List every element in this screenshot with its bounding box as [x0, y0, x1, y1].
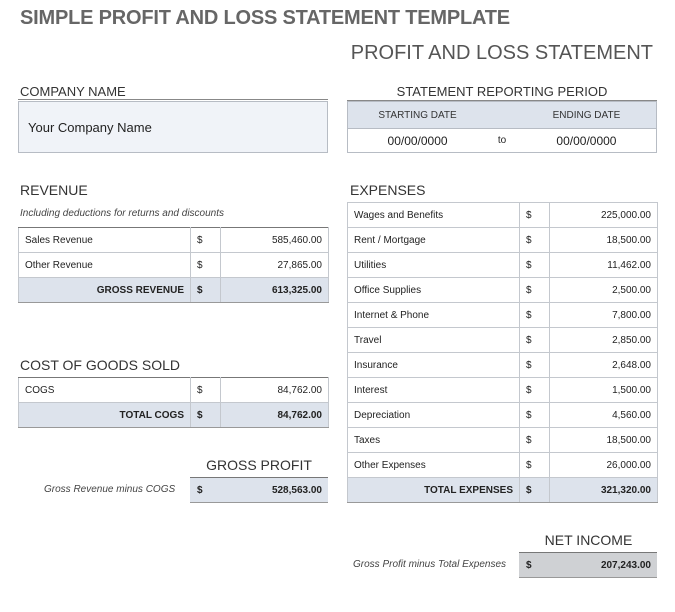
expense-row-amount[interactable]: 11,462.00 [550, 253, 658, 278]
expense-row-amount[interactable]: 7,800.00 [550, 303, 658, 328]
gross-profit-heading: GROSS PROFIT [206, 457, 312, 473]
ending-date-label: ENDING DATE [552, 109, 621, 121]
expense-row-amount[interactable]: 2,850.00 [550, 328, 658, 353]
net-income-note: Gross Profit minus Total Expenses [353, 559, 507, 570]
table-row [348, 428, 658, 453]
table-row [348, 303, 658, 328]
expense-row-label: Internet & Phone [348, 303, 520, 328]
currency-symbol: $ [520, 428, 550, 453]
gross-revenue-label: GROSS REVENUE [19, 278, 191, 303]
table-row [348, 253, 658, 278]
company-name-field[interactable] [18, 101, 328, 153]
net-income-box [519, 552, 657, 578]
table-row [19, 253, 329, 278]
expense-row-label: Utilities [348, 253, 520, 278]
expense-row-label: Taxes [348, 428, 520, 453]
expense-row-amount[interactable]: 18,500.00 [550, 228, 658, 253]
ending-date-field[interactable]: 00/00/0000 [556, 133, 617, 148]
reporting-period-label: STATEMENT REPORTING PERIOD [396, 84, 608, 99]
expense-row-amount[interactable]: 2,648.00 [550, 353, 658, 378]
table-row [19, 228, 329, 253]
expense-row-label: Wages and Benefits [348, 203, 520, 228]
total-cogs-amount: 84,762.00 [221, 403, 329, 428]
currency-symbol: $ [520, 228, 550, 253]
revenue-row-label: Other Revenue [19, 253, 191, 278]
company-name-label: COMPANY NAME [20, 84, 126, 99]
expense-row-label: Interest [348, 378, 520, 403]
expense-row-label: Office Supplies [348, 278, 520, 303]
currency-symbol: $ [520, 253, 550, 278]
period-values [347, 128, 657, 153]
revenue-table [18, 227, 329, 303]
net-income-amount: 207,243.00 [549, 553, 657, 578]
table-row [348, 453, 658, 478]
currency-symbol: $ [191, 403, 221, 428]
table-row [348, 203, 658, 228]
net-income-heading: NET INCOME [544, 532, 633, 548]
table-row [348, 378, 658, 403]
currency-symbol: $ [520, 478, 550, 503]
currency-symbol: $ [191, 278, 221, 303]
gross-profit-note: Gross Revenue minus COGS [44, 484, 176, 495]
statement-title: PROFIT AND LOSS STATEMENT [350, 42, 653, 64]
expense-row-label: Travel [348, 328, 520, 353]
expense-row-amount[interactable]: 225,000.00 [550, 203, 658, 228]
table-row [348, 328, 658, 353]
company-name-value: Your Company Name [28, 119, 152, 135]
currency-symbol: $ [191, 378, 221, 403]
gross-revenue-row [19, 278, 329, 303]
gross-revenue-amount: 613,325.00 [221, 278, 329, 303]
table-row [348, 278, 658, 303]
revenue-note: Including deductions for returns and discounts [20, 208, 225, 219]
currency-symbol: $ [520, 353, 550, 378]
starting-date-field[interactable]: 00/00/0000 [387, 133, 448, 148]
currency-symbol: $ [519, 553, 549, 578]
expense-row-label: Other Expenses [348, 453, 520, 478]
cogs-table [18, 377, 329, 428]
expense-row-amount[interactable]: 26,000.00 [550, 453, 658, 478]
currency-symbol: $ [520, 303, 550, 328]
total-expenses-row [348, 478, 658, 503]
document-title: SIMPLE PROFIT AND LOSS STATEMENT TEMPLATE [20, 7, 510, 29]
starting-date-label: STARTING DATE [378, 109, 457, 121]
expenses-table [347, 202, 658, 503]
company-divider [18, 99, 328, 100]
total-expenses-amount: 321,320.00 [550, 478, 658, 503]
cogs-row-label: COGS [19, 378, 191, 403]
to-label: to [497, 135, 507, 146]
cogs-row-amount[interactable]: 84,762.00 [221, 378, 329, 403]
currency-symbol: $ [190, 478, 220, 503]
total-expenses-label: TOTAL EXPENSES [348, 478, 520, 503]
currency-symbol: $ [520, 378, 550, 403]
currency-symbol: $ [520, 453, 550, 478]
table-row [348, 228, 658, 253]
currency-symbol: $ [520, 203, 550, 228]
expense-row-label: Rent / Mortgage [348, 228, 520, 253]
expense-row-label: Insurance [348, 353, 520, 378]
table-row [19, 378, 329, 403]
gross-profit-box [190, 477, 328, 503]
total-cogs-row [19, 403, 329, 428]
currency-symbol: $ [191, 228, 221, 253]
table-row [348, 353, 658, 378]
currency-symbol: $ [520, 328, 550, 353]
revenue-heading: REVENUE [20, 182, 88, 198]
expense-row-amount[interactable]: 1,500.00 [550, 378, 658, 403]
currency-symbol: $ [520, 278, 550, 303]
cogs-heading: COST OF GOODS SOLD [20, 357, 180, 373]
revenue-row-label: Sales Revenue [19, 228, 191, 253]
gross-profit-amount: 528,563.00 [220, 478, 328, 503]
revenue-row-amount[interactable]: 27,865.00 [221, 253, 329, 278]
expenses-heading: EXPENSES [350, 182, 426, 198]
total-cogs-label: TOTAL COGS [19, 403, 191, 428]
expense-row-amount[interactable]: 4,560.00 [550, 403, 658, 428]
expense-row-label: Depreciation [348, 403, 520, 428]
period-header [347, 101, 657, 128]
expense-row-amount[interactable]: 2,500.00 [550, 278, 658, 303]
revenue-row-amount[interactable]: 585,460.00 [221, 228, 329, 253]
currency-symbol: $ [191, 253, 221, 278]
expense-row-amount[interactable]: 18,500.00 [550, 428, 658, 453]
table-row [348, 403, 658, 428]
currency-symbol: $ [520, 403, 550, 428]
